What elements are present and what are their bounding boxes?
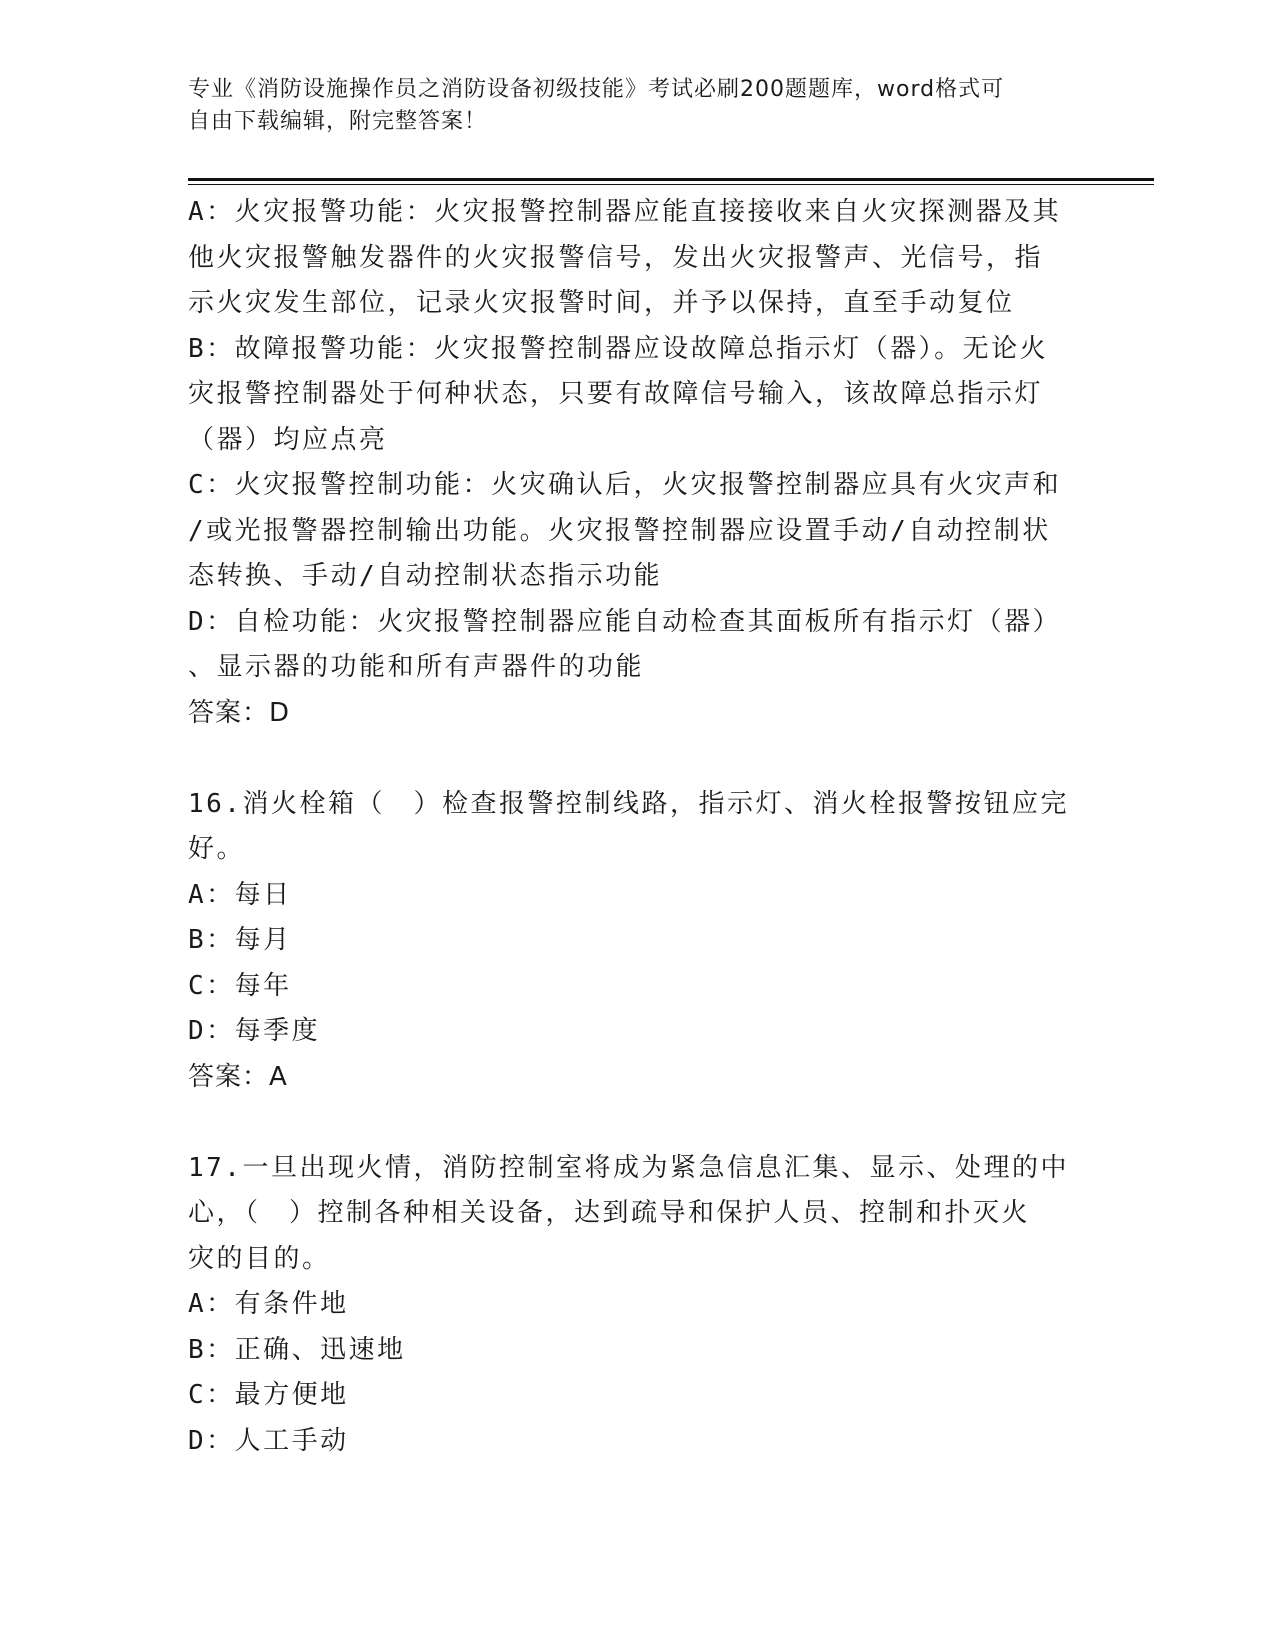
q16-option-a: A：每日	[188, 879, 292, 910]
q15-option-d-line-2: 、显示器的功能和所有声器件的功能	[188, 652, 645, 682]
q15-option-c-line-2: /或光报警器控制输出功能。火灾报警控制器应设置手动/自动控制状	[188, 515, 1051, 546]
q15-option-a-line-2: 他火灾报警触发器件的火灾报警信号，发出火灾报警声、光信号，指	[188, 242, 1044, 273]
question-15-options	[188, 190, 1088, 736]
q15-option-b-line-1: B：故障报警功能：火灾报警控制器应设故障总指示灯（器）。无论火	[188, 333, 1049, 364]
q15-option-b-line-2: 灾报警控制器处于何种状态，只要有故障信号输入，该故障总指示灯	[188, 379, 1044, 409]
header-divider-thick	[188, 178, 1154, 181]
q17-option-c: C：最方便地	[188, 1380, 349, 1410]
q15-option-d-line-1: D：自检功能：火灾报警控制器应能自动检查其面板所有指示灯（器）	[188, 606, 1062, 637]
q17-option-d: D：人工手动	[188, 1425, 349, 1456]
q16-option-c: C：每年	[188, 970, 292, 1001]
q17-question-line-3: 灾的目的。	[188, 1243, 331, 1274]
q15-option-c-line-1: C：火灾报警控制功能：火灾确认后，火灾报警控制器应具有火灾声和	[188, 470, 1062, 500]
question-17	[188, 1146, 1088, 1465]
spacer	[188, 736, 1088, 782]
q15-option-b-line-3: （器）均应点亮	[188, 424, 388, 455]
spacer	[188, 1100, 1088, 1146]
q17-question-line-2: 心，（ ）控制各种相关设备，达到疏导和保护人员、控制和扑灭火	[188, 1198, 1031, 1228]
q15-option-c-line-3: 态转换、手动/自动控制状态指示功能	[188, 561, 663, 591]
question-16	[188, 782, 1088, 1101]
q16-question-line-2: 好。	[188, 834, 246, 864]
q17-question-line-1: 17.一旦出现火情，消防控制室将成为紧急信息汇集、显示、处理的中	[188, 1152, 1069, 1183]
q15-answer: 答案：D	[188, 697, 291, 728]
q16-answer: 答案：A	[188, 1061, 288, 1092]
q15-option-a-line-3: 示火灾发生部位，记录火灾报警时间，并予以保持，直至手动复位	[188, 288, 1015, 318]
q17-option-a: A：有条件地	[188, 1289, 349, 1319]
q15-option-a-line-1: A：火灾报警功能：火灾报警控制器应能直接接收来自火灾探测器及其	[188, 197, 1062, 227]
header-divider-thin	[188, 184, 1154, 185]
header-title-line-1: 专业《消防设施操作员之消防设备初级技能》考试必刷200题题库，word格式可	[188, 77, 1005, 102]
q16-option-b: B：每月	[188, 925, 292, 955]
document-header	[188, 74, 1068, 138]
q16-option-d: D：每季度	[188, 1016, 321, 1046]
q16-question-line-1: 16.消火栓箱（ ）检查报警控制线路，指示灯、消火栓报警按钮应完	[188, 788, 1069, 819]
header-title-line-2: 自由下载编辑，附完整答案！	[188, 109, 488, 134]
q17-option-b: B：正确、迅速地	[188, 1334, 406, 1365]
document-body	[188, 190, 1088, 1464]
